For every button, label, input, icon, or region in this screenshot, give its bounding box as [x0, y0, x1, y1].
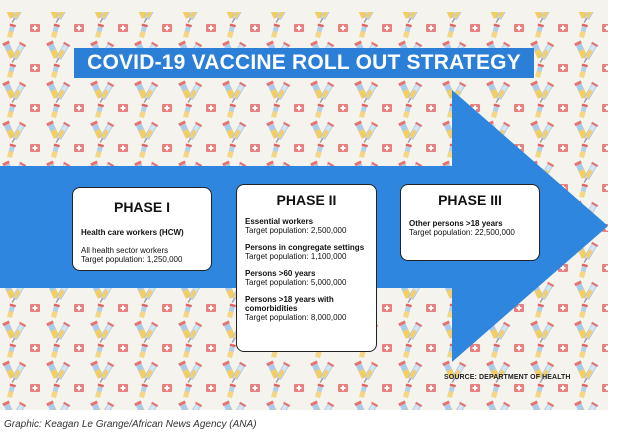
phase-2-item-target: Target population: 2,500,000	[245, 226, 347, 235]
phase-2-item	[245, 269, 368, 287]
phase-1-group	[81, 228, 203, 237]
phase-2-item-label: Essential workers	[245, 217, 314, 226]
phase-3-item-target: Target population: 22,500,000	[409, 228, 515, 237]
phase-2-item-target: Target population: 8,000,000	[245, 313, 347, 322]
phase-2-card	[236, 184, 377, 352]
phase-2-heading: PHASE II	[276, 192, 337, 208]
source-note: SOURCE: DEPARTMENT OF HEALTH	[444, 374, 571, 381]
phase-2-item-target: Target population: 1,100,000	[245, 252, 347, 261]
phase-1-detail-1: All health sector workers	[81, 246, 169, 255]
phase-2-item-label: Persons >18 years with comorbidities	[245, 295, 334, 313]
image-caption: Graphic: Keagan Le Grange/African News Agency (ANA)	[4, 419, 257, 430]
phase-1-heading: PHASE I	[113, 199, 170, 215]
page-title: COVID-19 VACCINE ROLL OUT STRATEGY	[74, 48, 534, 78]
phase-2-item-target: Target population: 5,000,000	[245, 278, 347, 287]
phase-2-list	[245, 217, 368, 322]
phase-3-item	[409, 219, 531, 237]
phase-1-card	[72, 187, 212, 271]
phase-2-item-label: Persons >60 years	[245, 269, 316, 278]
phase-2-item-label: Persons in congregate settings	[245, 243, 365, 252]
phase-3-heading: PHASE III	[438, 192, 502, 208]
phase-1-detail-2: Target population: 1,250,000	[81, 255, 183, 264]
phase-3-item-label: Other persons >18 years	[409, 219, 503, 228]
phase-2-item	[245, 295, 368, 322]
phase-2-item	[245, 217, 368, 235]
phase-1-details	[81, 246, 203, 264]
phase-1-label: Health care workers (HCW)	[81, 228, 184, 237]
phase-2-item	[245, 243, 368, 261]
phase-3-card	[400, 184, 540, 261]
